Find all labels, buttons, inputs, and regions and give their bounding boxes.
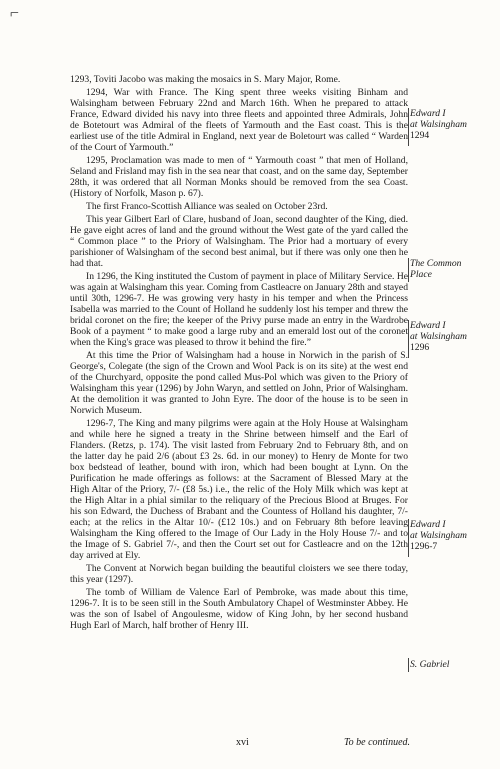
marginal-note-line: Place (410, 269, 432, 280)
paragraph-alliance: The first Franco-Scottish Alliance was sealed on October 23rd. (86, 201, 328, 212)
marginal-note-line: Edward I (410, 320, 446, 331)
paragraph-tomb: The tomb of William de Valence Earl of Pembroke, was made about this time, 1296-7. It is to be seen still in the South Ambulatory Chapel of Westminster Abbey. He was the son of Isabel of Angoulesme, widow of King John, by her second husband Hugh Earl of March, half brother of Henry III. (70, 587, 408, 631)
marginal-note-edward-1294 (410, 108, 498, 141)
marginal-note-line: 1294 (410, 130, 430, 141)
marginal-note-line: S. Gabriel (410, 659, 450, 670)
paragraph-1295: 1295, Proclamation was made to men of “ Yarmouth coast ” that men of Holland, Seland and Frisland may fish in the sea near that coast, and on the same day, September 28th, it was ordered that all Norman Monks should be removed from the sea Coast. (History of Norfolk, Mason p. 67). (70, 155, 408, 199)
margin-rule (408, 108, 409, 146)
margin-rule (408, 519, 409, 557)
corner-crop-mark: ⌐ (10, 5, 20, 22)
page-number: xvi (236, 737, 249, 748)
marginal-note-s-gabriel (410, 659, 498, 670)
body-text (70, 74, 408, 633)
paragraph-1296-7: 1296-7, The King and many pilgrims were again at the Holy House at Walsingham and while here he signed a treaty in the Shrine between himself and the Earl of Flanders. (Retzs, p. 174). The visit lasted from February 2nd to February 8th, and on the latter day he paid 2/6 (about £3 2s. 6d. in our money) to Henry de Monte for two box bedstead of leather, bound with iron, which had been bought at Lynn. On the Purification he made offerings as follows: at the Sacrament of Blessed Mary at the High Altar of the Priory, 7/- (£8 5s.) i.e., the relic of the Holy Milk which was kept at the High Altar in a phial similar to the reliquary of the Precious Blood at Bruges. For his son Edward, the Duchess of Brabant and the Countess of Holland his daughter, 7/- each; at the relics in the Altar 10/- (£12 10s.) and on February 8th before leaving Walsingham the King offered to the Image of Our Lady in the Holy House 7/- and to the Image of S. Gabriel 7/-, and then the Court set out for Castleacre and on the 12th day arrived at Ely. (70, 418, 408, 561)
marginal-note-common-place (410, 258, 498, 280)
paragraph-gilbert: This year Gilbert Earl of Clare, husband of Joan, second daughter of the King, died. He gave eight acres of land and the ground without the West gate of the yard called the “ Common place ” to the Priory of Walsingham. The Prior had a mortuary of every parishioner of Walsingham of the second best animal, but if there was only one then he had that. (70, 214, 408, 269)
margin-rule (408, 258, 409, 282)
marginal-note-line: Edward I (410, 108, 446, 119)
paragraph-1294: 1294, War with France. The King spent three weeks visiting Binham and Walsingham between February 22nd and March 16th. When he prepared to attack France, Edward divided his navy into three fleets and appointed three Admirals, John de Botetourt was Admiral of the fleets of Yarmouth and the East coast. This is the earliest use of the title Admiral in England, next year de Boletourt was called “ Warden of the Court of Yarmouth.” (70, 87, 408, 153)
margin-rule (408, 658, 409, 672)
marginal-note-line: Edward I (410, 519, 446, 530)
marginal-note-line: 1296-7 (410, 541, 438, 552)
marginal-note-line: at Walsingham (410, 530, 467, 541)
marginal-note-edward-1296 (410, 320, 498, 353)
paragraph-1293: 1293, Toviti Jacobo was making the mosaics in S. Mary Major, Rome. (70, 74, 341, 85)
margin-rule (408, 320, 409, 358)
paragraph-cloisters: The Convent at Norwich began building the beautiful cloisters we see there today, this year (1297). (70, 563, 408, 585)
marginal-note-line: 1296 (410, 342, 430, 353)
marginal-note-line: The Common (410, 258, 462, 269)
marginal-note-line: at Walsingham (410, 331, 467, 342)
continued-note: To be continued. (344, 737, 411, 748)
marginal-note-edward-1296-7 (410, 519, 498, 552)
paragraph-1296: In 1296, the King instituted the Custom of payment in place of Military Service. He was again at Walsingham this year. Coming from Castleacre on January 28th and stayed until 30th, 1296-7. He was growing very hasty in his temper and when the Princess Isabella was married to the Count of Holland he suddenly lost his temper and threw the bridal coronet on the fire; the keeper of the Privy purse made an entry in the Wardrobe Book of a payment “ to make good a large ruby and an emerald lost out of the coronet when the King's grace was pleased to throw it behind the fire.” (70, 271, 408, 348)
marginal-note-line: at Walsingham (410, 119, 467, 130)
paragraph-norwich-house: At this time the Prior of Walsingham had a house in Norwich in the parish of S. George's, Colegate (the sign of the Crown and Wool Pack is on its site) at the west end of the Churchyard, opposite the pond called Mus-Pol which was given to the Priory of Walsingham this year (1296) by John Waryn, and settled on John, Prior of Walsingham. At the demolition it was granted to John Eyre. The door of the house is to be seen in Norwich Museum. (70, 350, 408, 416)
